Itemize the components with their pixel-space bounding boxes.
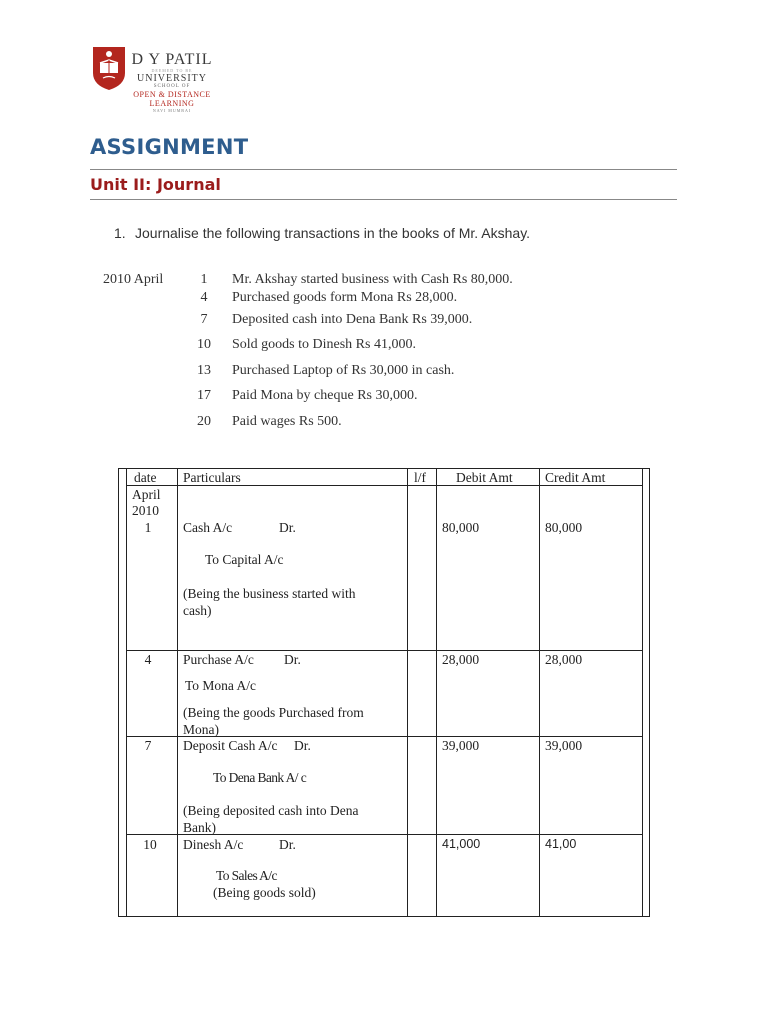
entry-day: 10 [143,837,157,852]
date-year: 2010 [132,503,159,518]
logo-deemed: DEEMED TO BE [151,68,193,73]
entry-credit-amount: 41,00 [545,837,577,851]
column-divider [407,468,408,917]
entry-day: 1 [144,520,152,535]
transaction-day: 7 [200,312,208,327]
question-item [114,225,530,241]
transaction-day: 17 [197,388,211,403]
date-month: April [132,487,161,502]
transaction-text: Purchased goods form Mona Rs 28,000. [232,290,458,305]
entry-debit-amount: 80,000 [442,520,480,535]
entry-credit-amount: 28,000 [545,652,583,667]
unit-heading: Unit II: Journal [90,175,221,194]
entry-narration: (Being the goods Purchased from Mona) [183,705,364,737]
column-divider [436,468,437,917]
entry-debit-account: Deposit Cash A/c [183,738,278,753]
entry-debit-account: Cash A/c [183,520,233,535]
entry-debit-amount: 39,000 [442,738,480,753]
transaction-text: Paid Mona by cheque Rs 30,000. [232,388,418,403]
column-header-credit: Credit Amt [545,470,606,485]
entry-credit-account: To Dena Bank A/ c [213,770,307,785]
entry-dr-marker: Dr. [279,837,296,852]
entry-narration: (Being deposited cash into Dena Bank) [183,803,359,835]
entry-credit-account: To Mona A/c [185,678,257,693]
column-divider [177,468,178,917]
unit-divider [90,199,677,200]
entry-dr-marker: Dr. [279,520,296,535]
entry-day: 4 [144,652,152,667]
logo-place: NAVI MUMBAI [152,108,192,113]
entry-debit-account: Purchase A/c [183,652,254,667]
transaction-day: 1 [200,272,208,287]
column-header-debit: Debit Amt [456,470,513,485]
entry-dr-marker: Dr. [294,738,311,753]
transaction-text: Sold goods to Dinesh Rs 41,000. [232,337,416,352]
question-text: Journalise the following transactions in the books of Mr. Akshay. [135,225,531,241]
title-divider [90,169,677,170]
transaction-text: Purchased Laptop of Rs 30,000 in cash. [232,363,455,378]
entry-credit-amount: 80,000 [545,520,583,535]
logo-brand: D Y PATIL [131,51,213,68]
logo-university: UNIVERSITY [137,73,207,84]
entry-debit-amount: 41,000 [442,837,481,851]
entry-dr-marker: Dr. [284,652,301,667]
transaction-text: Deposited cash into Dena Bank Rs 39,000. [232,312,473,327]
transaction-day: 4 [200,290,208,305]
entry-credit-amount: 39,000 [545,738,583,753]
university-logo-text [126,52,218,113]
page-title: ASSIGNMENT [90,135,249,159]
column-header-particulars: Particulars [183,470,241,485]
entry-narration: (Being the business started with cash) [183,586,356,618]
transaction-text: Mr. Akshay started business with Cash Rs 80,000. [232,272,513,287]
column-header-date: date [134,470,157,485]
table-inner-border-right [642,468,643,917]
table-inner-border-left [126,468,127,917]
transaction-day: 20 [197,414,211,429]
transaction-day: 10 [197,337,211,352]
column-divider [539,468,540,917]
question-number: 1. [114,225,126,241]
logo-odl-line1: OPEN & DISTANCE [133,90,211,99]
transaction-text: Paid wages Rs 500. [232,414,342,429]
transaction-day: 13 [197,363,211,378]
university-crest-logo [91,45,127,91]
entry-debit-account: Dinesh A/c [183,837,244,852]
entry-credit-account: To Capital A/c [205,552,284,567]
logo-school-of: SCHOOL OF [153,84,191,89]
transaction-period: 2010 April [103,272,164,287]
entry-credit-account: To Sales A/c [216,868,277,883]
column-header-lf: l/f [414,470,426,485]
logo-odl-line2: LEARNING [149,99,195,108]
entry-narration: (Being goods sold) [213,885,316,900]
entry-day: 7 [144,738,152,753]
entry-debit-amount: 28,000 [442,652,480,667]
